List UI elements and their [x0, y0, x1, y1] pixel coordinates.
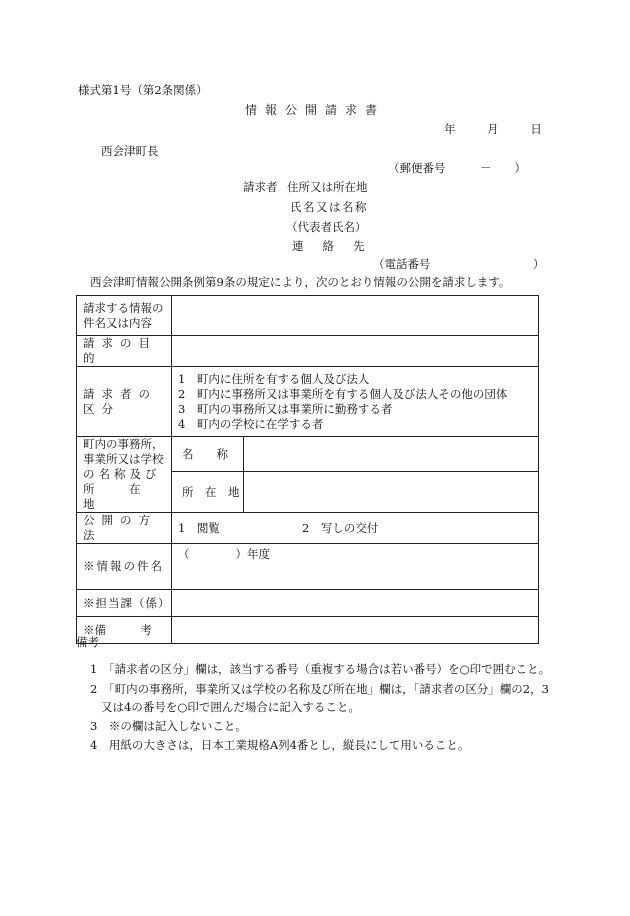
table-row [77, 437, 539, 472]
note-item-4: 4 用紙の大きさは，日本工業規格A列4番とし，縦長にして用いること。 [90, 738, 470, 752]
office-school-label-line2: 事業所又は学校 [83, 452, 164, 466]
disclosure-method-label: 公開の方法 [77, 513, 172, 544]
info-subject-label: ※情報の件名 [77, 544, 172, 590]
date-month: 月 [487, 122, 499, 136]
department-field[interactable] [172, 590, 539, 617]
table-row [77, 590, 539, 617]
requested-info-label-line1: 請求する情報の [83, 300, 164, 315]
phone-close-paren: ） [533, 257, 545, 271]
addressee: 西会津町長 [101, 144, 159, 158]
requested-info-label [77, 296, 172, 336]
requested-info-field[interactable] [172, 296, 539, 336]
office-school-label-line1: 町内の事務所， [83, 437, 164, 451]
requester-label: 請求者 [243, 180, 278, 194]
table-row [77, 367, 539, 437]
date-line [444, 121, 570, 137]
requested-info-label-line2: 件名又は内容 [83, 315, 152, 330]
note-item-2: 2 「町内の事務所，事業所又は学校の名称及び所在地」欄は，「請求者の区分」欄の2，3 [90, 682, 549, 696]
note-item-2-continued: 又は4の番号を○印で囲んだ場合に記入すること。 [101, 700, 360, 714]
remarks-label: ※備 考 [77, 617, 172, 644]
note-item-1: 1 「請求者の区分」欄は，該当する番号（重複する場合は若い番号）を○印で囲むこと。 [90, 662, 551, 676]
table-row [77, 296, 539, 336]
purpose-label: 請求の目的 [77, 336, 172, 367]
requester-category-label: 請求者の区分 [77, 367, 172, 437]
note-item-3: 3 ※の欄は記入しないこと。 [90, 719, 247, 733]
department-label: ※担当課（係） [77, 590, 172, 617]
office-location-field[interactable] [244, 471, 539, 512]
category-option-4[interactable]: 4 町内の学校に在学する者 [178, 416, 324, 431]
remarks-field[interactable] [172, 617, 539, 644]
date-year: 年 [444, 122, 456, 136]
category-option-3[interactable]: 3 町内の事務所又は事業所に勤務する者 [178, 401, 393, 416]
info-subject-field[interactable]: （ ）年度 [172, 544, 539, 590]
requester-address-label: 住所又は所在地 [287, 180, 368, 194]
method-option-copy[interactable]: 2 写しの交付 [302, 520, 379, 535]
request-form-table [76, 295, 539, 644]
requester-category-options [172, 367, 539, 437]
category-option-2[interactable]: 2 町内に事務所又は事業所を有する個人及び法人その他の団体 [178, 386, 508, 401]
table-row [77, 544, 539, 590]
office-school-label [77, 437, 172, 513]
representative-label: （代表者氏名） [286, 220, 367, 234]
notes-heading: 備考 [76, 635, 99, 649]
category-option-1[interactable]: 1 町内に住所を有する個人及び法人 [178, 371, 370, 386]
postal-code-line: （郵便番号 － ） [388, 161, 526, 175]
form-number: 様式第1号（第2条関係） [78, 83, 208, 97]
intro-statement: 西会津町情報公開条例第9条の規定により，次のとおり情報の公開を請求します。 [90, 275, 511, 289]
table-row [77, 513, 539, 544]
office-location-label: 所 在 地 [172, 471, 244, 512]
table-row [77, 617, 539, 644]
document-title: 情報公開請求書 [244, 103, 385, 117]
disclosure-method-options [172, 513, 539, 544]
contact-label: 連絡先 [292, 239, 384, 253]
office-school-label-line4: 所 在 地 [83, 482, 164, 511]
purpose-field[interactable] [172, 336, 539, 367]
table-row [77, 336, 539, 367]
office-name-field[interactable] [244, 437, 539, 472]
requester-name-label: 氏名又は名称 [290, 200, 368, 214]
office-name-label: 名 称 [172, 437, 244, 472]
phone-label: （電話番号 [373, 257, 431, 271]
method-option-view[interactable]: 1 閲覧 [178, 520, 220, 535]
date-day: 日 [530, 122, 542, 136]
office-school-label-line3: の名称及び [83, 467, 161, 481]
